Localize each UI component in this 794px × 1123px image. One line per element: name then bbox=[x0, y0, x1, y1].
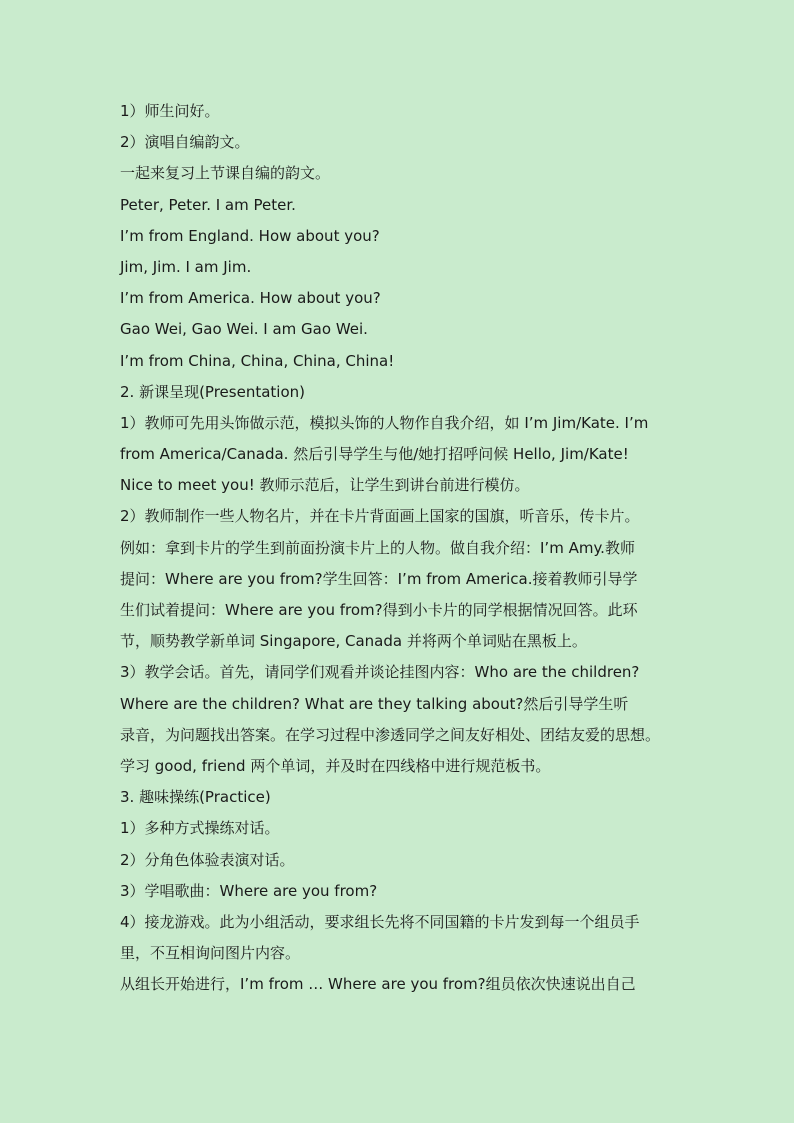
text-line: Gao Wei, Gao Wei. I am Gao Wei. bbox=[120, 320, 368, 339]
text-line: I’m from America. How about you? bbox=[120, 289, 381, 308]
text-line: I’m from China, China, China, China! bbox=[120, 351, 395, 370]
text-line: 提问：Where are you from?学生回答：I’m from America.接着教师引导学 bbox=[120, 569, 638, 588]
text-line: 一起来复习上节课自编的韵文。 bbox=[120, 164, 331, 183]
text-line: from America/Canada. 然后引导学生与他/她打招呼问候 Hello, Jim/Kate! bbox=[120, 445, 629, 464]
text-line: 3）教学会话。首先，请同学们观看并谈论挂图内容：Who are the children? bbox=[120, 663, 640, 682]
text-line: 从组长开始进行，I’m from … Where are you from?组员依次快速说出自己 bbox=[120, 975, 636, 994]
text-line: Peter, Peter. I am Peter. bbox=[120, 195, 296, 214]
text-line: 节，顺势教学新单词 Singapore, Canada 并将两个单词贴在黑板上。 bbox=[120, 632, 587, 651]
text-line: I’m from England. How about you? bbox=[120, 226, 380, 245]
text-line: 4）接龙游戏。此为小组活动，要求组长先将不同国籍的卡片发到每一个组员手 bbox=[120, 912, 640, 931]
text-line: 1）多种方式操练对话。 bbox=[120, 819, 280, 838]
text-line: Jim, Jim. I am Jim. bbox=[120, 257, 252, 276]
document-body bbox=[120, 96, 690, 1000]
text-line: 1）教师可先用头饰做示范，模拟头饰的人物作自我介绍，如 I’m Jim/Kate. I’m bbox=[120, 413, 649, 432]
text-line: 录音，为问题找出答案。在学习过程中渗透同学之间友好相处、团结友爱的思想。 bbox=[120, 725, 661, 744]
text-line: 2）分角色体验表演对话。 bbox=[120, 850, 295, 869]
text-line: 生们试着提问：Where are you from?得到小卡片的同学根据情况回答。此环 bbox=[120, 601, 638, 619]
text-line: 2）教师制作一些人物名片，并在卡片背面画上国家的国旗，听音乐，传卡片。 bbox=[120, 507, 640, 526]
text-line: 2）演唱自编韵文。 bbox=[120, 133, 250, 152]
section-heading: 2. 新课呈现(Presentation) bbox=[120, 382, 305, 401]
text-line: 3）学唱歌曲：Where are you from? bbox=[120, 881, 378, 900]
section-heading: 3. 趣味操练(Practice) bbox=[120, 788, 271, 807]
text-line: Nice to meet you! 教师示范后，让学生到讲台前进行模仿。 bbox=[120, 476, 530, 495]
text-line: Where are the children? What are they talking about?然后引导学生听 bbox=[120, 694, 629, 713]
text-line: 学习 good, friend 两个单词，并及时在四线格中进行规范板书。 bbox=[120, 756, 551, 775]
text-line: 1）师生问好。 bbox=[120, 102, 220, 120]
text-line: 例如：拿到卡片的学生到前面扮演卡片上的人物。做自我介绍：I’m Amy.教师 bbox=[120, 538, 635, 557]
text-line: 里，不互相询问图片内容。 bbox=[120, 944, 301, 963]
